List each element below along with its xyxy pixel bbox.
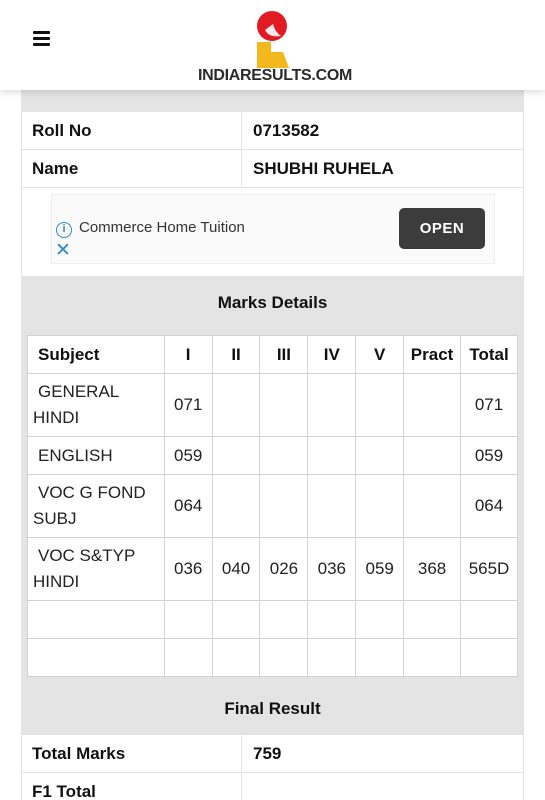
mark-cell: 059	[461, 437, 518, 475]
mark-cell	[356, 601, 404, 639]
ad-text[interactable]: Commerce Home Tuition	[79, 219, 245, 236]
f1-total-label: F1 Total	[22, 773, 242, 800]
mark-cell	[260, 475, 308, 538]
table-row	[28, 601, 518, 639]
table-row	[28, 374, 518, 437]
mark-cell	[308, 437, 356, 475]
mark-cell: 059	[356, 538, 404, 601]
mark-cell	[404, 639, 461, 677]
mark-cell	[212, 374, 260, 437]
mark-cell	[260, 601, 308, 639]
ad-banner[interactable]	[51, 194, 495, 264]
subject-cell	[28, 475, 165, 538]
roll-no-label: Roll No	[22, 112, 242, 149]
subject-cell	[28, 538, 165, 601]
mark-cell	[308, 475, 356, 538]
mark-cell	[356, 475, 404, 538]
col-header: Subject	[28, 336, 165, 374]
mark-cell	[404, 601, 461, 639]
name-row	[22, 150, 523, 188]
mark-cell	[356, 374, 404, 437]
mark-cell	[164, 601, 212, 639]
subject-line: HINDI	[33, 572, 80, 591]
subject-cell	[28, 437, 165, 475]
name-value: SHUBHI RUHELA	[253, 158, 394, 178]
site-logo[interactable]	[195, 8, 355, 88]
roll-no-row	[22, 112, 523, 150]
mark-cell	[308, 374, 356, 437]
ad-open-button[interactable]: OPEN	[399, 208, 485, 249]
f1-total-row	[22, 773, 523, 800]
mark-cell	[308, 601, 356, 639]
mark-cell	[461, 639, 518, 677]
table-row	[28, 639, 518, 677]
subject-line: VOC S&TYP	[38, 546, 136, 565]
mark-cell	[260, 437, 308, 475]
app-header	[0, 0, 545, 90]
total-marks-value: 759	[253, 743, 282, 763]
mark-cell	[356, 639, 404, 677]
subject-cell	[28, 374, 165, 437]
subject-line: ENGLISH	[38, 445, 113, 465]
ad-row	[22, 188, 523, 277]
mark-cell: 071	[461, 374, 518, 437]
subject-cell	[28, 601, 165, 639]
f1-total-value	[242, 773, 523, 800]
mark-cell	[404, 374, 461, 437]
mark-cell: 071	[164, 374, 212, 437]
mark-cell	[404, 475, 461, 538]
mark-cell	[212, 639, 260, 677]
col-header: Pract	[404, 336, 461, 374]
mark-cell: 565D	[461, 538, 518, 601]
info-icon[interactable]: i	[56, 222, 72, 238]
mark-cell: 040	[212, 538, 260, 601]
mark-cell	[260, 639, 308, 677]
roll-no-value: 0713582	[253, 120, 320, 140]
table-row	[28, 475, 518, 538]
subject-line: VOC G FOND	[38, 483, 146, 502]
mark-cell	[308, 639, 356, 677]
table-row	[28, 538, 518, 601]
mark-cell	[461, 601, 518, 639]
mark-cell	[404, 437, 461, 475]
hamburger-menu-icon[interactable]	[33, 31, 51, 47]
marks-details-title: Marks Details	[22, 277, 523, 330]
marks-table-wrap	[22, 330, 523, 683]
top-band	[22, 90, 523, 112]
marks-table	[27, 335, 518, 677]
logo-text: INDIARESULTS.COM	[197, 67, 352, 84]
col-header: IV	[308, 336, 356, 374]
total-marks-row	[22, 735, 523, 773]
subject-line: HINDI	[33, 408, 80, 427]
final-result-title: Final Result	[22, 683, 523, 735]
logo-mark-icon	[251, 8, 299, 68]
col-header: V	[356, 336, 404, 374]
mark-cell	[212, 475, 260, 538]
mark-cell	[212, 601, 260, 639]
subject-line: SUBJ	[33, 509, 77, 528]
mark-cell: 026	[260, 538, 308, 601]
name-label: Name	[22, 150, 242, 187]
result-panel	[21, 90, 524, 800]
table-row	[28, 437, 518, 475]
subject-line: GENERAL	[38, 382, 120, 401]
mark-cell: 368	[404, 538, 461, 601]
mark-cell	[164, 639, 212, 677]
mark-cell: 064	[461, 475, 518, 538]
total-marks-label: Total Marks	[22, 735, 242, 772]
mark-cell	[356, 437, 404, 475]
mark-cell: 059	[164, 437, 212, 475]
close-icon[interactable]: ✕	[55, 240, 71, 261]
mark-cell: 064	[164, 475, 212, 538]
col-header: II	[212, 336, 260, 374]
col-header: I	[164, 336, 212, 374]
marks-header-row	[28, 336, 518, 374]
mark-cell: 036	[164, 538, 212, 601]
subject-cell	[28, 639, 165, 677]
mark-cell	[212, 437, 260, 475]
col-header: Total	[461, 336, 518, 374]
mark-cell: 036	[308, 538, 356, 601]
mark-cell	[260, 374, 308, 437]
col-header: III	[260, 336, 308, 374]
